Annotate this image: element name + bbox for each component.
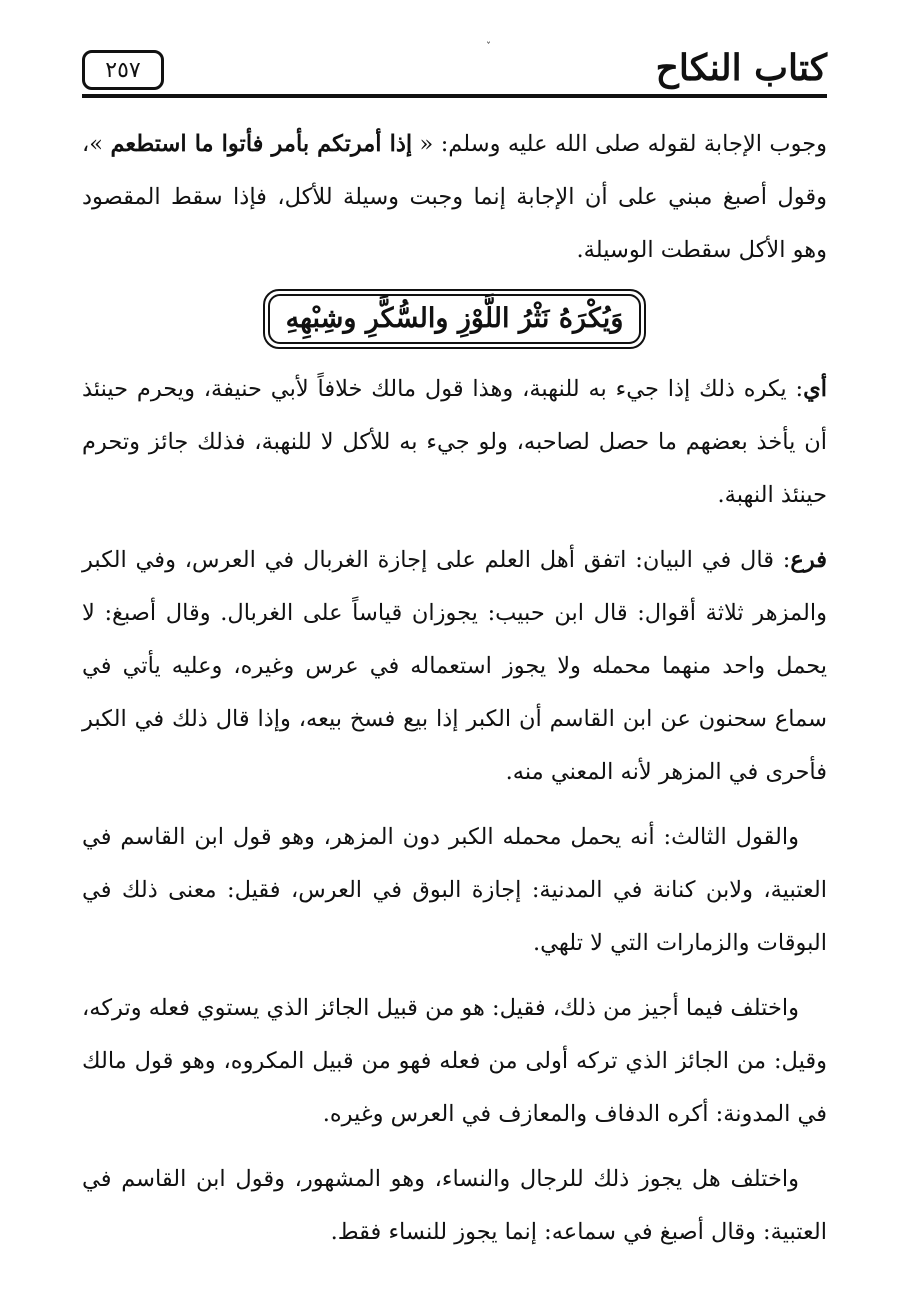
header-rule <box>82 94 827 98</box>
paragraph-3 <box>82 534 827 799</box>
paragraph-1-text-b: »، وقول أصبغ مبني على أن الإجابة إنما وجبت وسيلة للأكل، فإذا سقط المقصود وهو الأكل سقطت الوسيلة. <box>82 131 827 263</box>
page-number: ٢٥٧ <box>105 57 141 83</box>
paragraph-2 <box>82 363 827 522</box>
page-body <box>82 118 827 1271</box>
paragraph-4: والقول الثالث: أنه يحمل محمله الكبر دون المزهر، وهو قول ابن القاسم في العتبية، ولابن كنانة في المدنية: إجازة البوق في العرس، فقيل: معنى ذلك في البوقات والزمارات التي لا تلهي. <box>82 824 827 956</box>
paragraph-5: واختلف فيما أجيز من ذلك، فقيل: هو من قبيل الجائز الذي يستوي فعله وتركه، وقيل: من الجائز الذي تركه أولى من فعله فهو من قبيل المكروه، وهو قول مالك في المدونة: أكره الدفاف والمعازف في العرس وغيره. <box>82 995 827 1127</box>
paragraph-1 <box>82 118 827 277</box>
header-mark: ˇ <box>486 42 491 53</box>
far-label: فرع <box>790 547 827 573</box>
paragraph-2-text: : يكره ذلك إذا جيء به للنهبة، وهذا قول مالك خلافاً لأبي حنيفة، ويحرم حينئذ أن يأخذ بعضهم ما حصل لصاحبه، ولو جيء به للأكل لا للنهبة، فذلك جائز وتحرم حينئذ النهبة. <box>82 376 827 508</box>
matn-text: وَيُكْرَهُ نَثْرُ اللَّوْزِ والسُّكَّرِ وشِبْهِهِ <box>268 294 642 344</box>
paragraph-3-text: : قال في البيان: اتفق أهل العلم على إجازة الغربال في العرس، وفي الكبر والمزهر ثلاثة أقوال: قال ابن حبيب: يجوزان قياساً على الغربال. وقال أصبغ: لا يحمل واحد منهما محمله ولا يجوز استعماله في عرس وغيره، وعليه يأتي في سماع سحنون عن ابن القاسم أن الكبر إذا بيع فسخ بيعه، وإذا قال ذلك في الكبر فأحرى في المزهر لأنه المعني منه. <box>82 547 827 785</box>
page-number-box <box>82 50 164 90</box>
hadith-quote: إذا أمرتكم بأمر فأتوا ما استطعم <box>110 131 413 157</box>
page-header <box>82 40 827 100</box>
matn-frame-outer <box>263 289 647 349</box>
paragraph-1-text-a: وجوب الإجابة لقوله صلى الله عليه وسلم: « <box>412 131 827 157</box>
paragraph-6: واختلف هل يجوز ذلك للرجال والنساء، وهو المشهور، وقول ابن القاسم في العتبية: وقال أصبغ في سماعه: إنما يجوز للنساء فقط. <box>82 1166 827 1245</box>
matn-heading <box>82 289 827 349</box>
paragraph-2-label: أي <box>803 376 827 402</box>
book-title: كتاب النكاح <box>655 47 827 89</box>
